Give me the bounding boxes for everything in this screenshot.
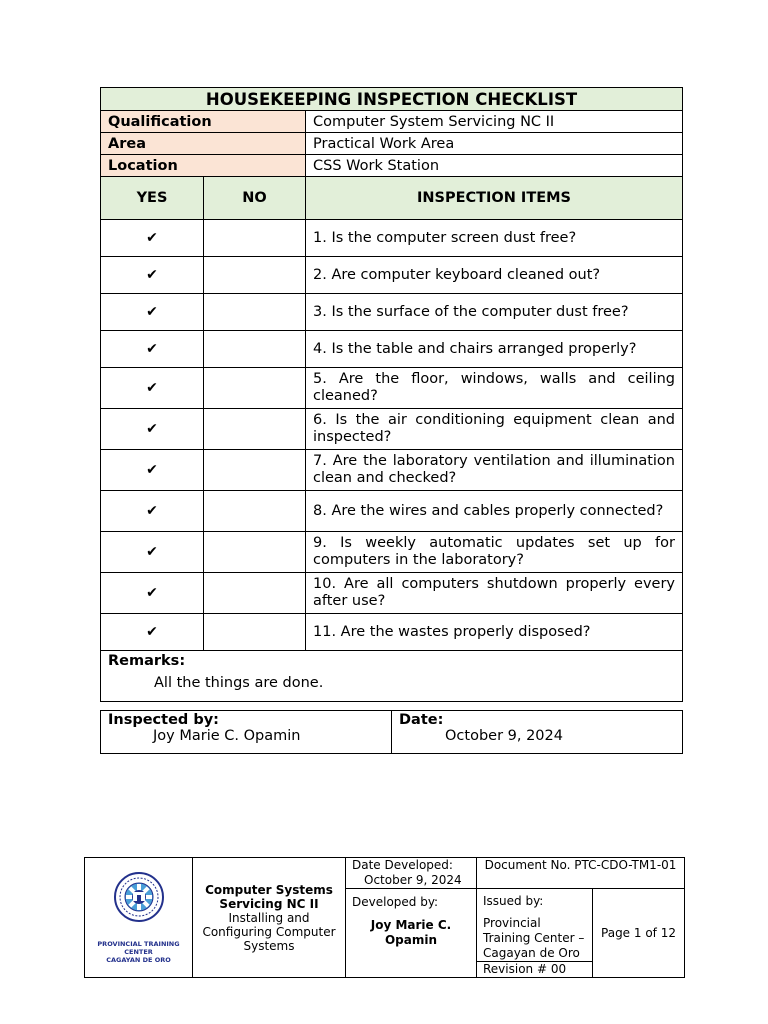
inspection-item: 9. Is weekly automatic updates set up for computers in the laboratory?	[306, 532, 683, 573]
inspection-item: 4. Is the table and chairs arranged properly?	[306, 331, 683, 368]
table-row	[101, 257, 683, 294]
course-title-line-2: Servicing NC II	[219, 896, 319, 911]
inspection-item: 10. Are all computers shutdown properly every after use?	[306, 573, 683, 614]
page-number-cell	[593, 889, 685, 978]
developed-by-cell	[346, 889, 477, 978]
issued-by-label: Issued by:	[483, 894, 544, 908]
table-row	[101, 331, 683, 368]
remarks-value: All the things are done.	[154, 675, 324, 691]
yes-check-mark: ✔	[101, 450, 204, 491]
revision-number: Revision # 00	[483, 962, 567, 976]
date-developed-cell	[346, 858, 477, 889]
inspected-by-value: Joy Marie C. Opamin	[153, 728, 301, 744]
table-row	[101, 409, 683, 450]
inspection-item: 1. Is the computer screen dust free?	[306, 220, 683, 257]
no-cell	[204, 220, 306, 257]
inspection-item: 5. Are the floor, windows, walls and ceiling cleaned?	[306, 368, 683, 409]
yes-check-mark: ✔	[101, 614, 204, 651]
no-cell	[204, 450, 306, 491]
table-row	[101, 368, 683, 409]
remarks-label: Remarks:	[108, 653, 186, 669]
no-cell	[204, 532, 306, 573]
date-value: October 9, 2024	[445, 728, 563, 744]
yes-check-mark: ✔	[101, 257, 204, 294]
no-cell	[204, 294, 306, 331]
document-number: Document No. PTC-CDO-TM1-01	[484, 858, 677, 872]
inspection-item: 6. Is the air conditioning equipment clean and inspected?	[306, 409, 683, 450]
page-number: Page 1 of 12	[601, 925, 676, 940]
checklist-title: HOUSEKEEPING INSPECTION CHECKLIST	[101, 88, 683, 111]
location-label: Location	[101, 155, 306, 177]
no-cell	[204, 257, 306, 294]
yes-column-header: YES	[101, 177, 204, 220]
inspection-item: 7. Are the laboratory ventilation and illumination clean and checked?	[306, 450, 683, 491]
inspection-item: 3. Is the surface of the computer dust free?	[306, 294, 683, 331]
logo-caption-1: PROVINCIAL TRAINING CENTER	[97, 939, 180, 956]
qualification-value: Computer System Servicing NC II	[306, 111, 683, 133]
no-cell	[204, 331, 306, 368]
developed-by-name-line-1: Joy Marie C.	[370, 918, 452, 932]
provincial-training-center-logo	[85, 871, 192, 964]
developed-by-label: Developed by:	[352, 895, 439, 909]
area-label: Area	[101, 133, 306, 155]
area-value: Practical Work Area	[306, 133, 683, 155]
location-value: CSS Work Station	[306, 155, 683, 177]
yes-check-mark: ✔	[101, 368, 204, 409]
issued-by-value: Provincial Training Center – Cagayan de Oro	[483, 916, 585, 960]
table-row	[101, 532, 683, 573]
inspection-checklist-table	[100, 87, 683, 702]
no-cell	[204, 614, 306, 651]
signature-table	[100, 710, 683, 754]
table-row	[101, 491, 683, 532]
tesda-seal-icon	[95, 871, 183, 937]
inspection-item: 2. Are computer keyboard cleaned out?	[306, 257, 683, 294]
logo-caption-2: CAGAYAN DE ORO	[106, 955, 171, 964]
no-cell	[204, 409, 306, 450]
table-row	[101, 450, 683, 491]
yes-check-mark: ✔	[101, 491, 204, 532]
developed-by-name-line-2: Opamin	[384, 933, 438, 947]
course-cell	[193, 858, 346, 978]
issued-by-cell	[477, 889, 593, 962]
revision-cell	[477, 962, 593, 978]
yes-check-mark: ✔	[101, 573, 204, 614]
table-row	[101, 614, 683, 651]
course-subtitle: Installing and Configuring Computer Systems	[202, 910, 336, 953]
no-column-header: NO	[204, 177, 306, 220]
yes-check-mark: ✔	[101, 331, 204, 368]
date-label: Date:	[399, 712, 444, 728]
no-cell	[204, 368, 306, 409]
no-cell	[204, 573, 306, 614]
yes-check-mark: ✔	[101, 409, 204, 450]
document-footer-table	[84, 857, 685, 978]
yes-check-mark: ✔	[101, 532, 204, 573]
yes-check-mark: ✔	[101, 220, 204, 257]
table-row	[101, 573, 683, 614]
date-developed-label: Date Developed:	[352, 858, 453, 872]
date-section	[392, 711, 683, 754]
logo-cell	[85, 858, 193, 978]
inspection-item: 11. Are the wastes properly disposed?	[306, 614, 683, 651]
qualification-label: Qualification	[101, 111, 306, 133]
date-developed-value: October 9, 2024	[364, 873, 462, 887]
inspected-by-section	[101, 711, 392, 754]
remarks-section	[101, 651, 683, 702]
no-cell	[204, 491, 306, 532]
yes-check-mark: ✔	[101, 294, 204, 331]
inspection-item: 8. Are the wires and cables properly connected?	[306, 491, 683, 532]
table-row	[101, 294, 683, 331]
inspection-items-header: INSPECTION ITEMS	[306, 177, 683, 220]
document-number-cell	[477, 858, 685, 889]
course-title-line-1: Computer Systems	[205, 882, 333, 897]
table-row	[101, 220, 683, 257]
inspected-by-label: Inspected by:	[108, 712, 219, 728]
